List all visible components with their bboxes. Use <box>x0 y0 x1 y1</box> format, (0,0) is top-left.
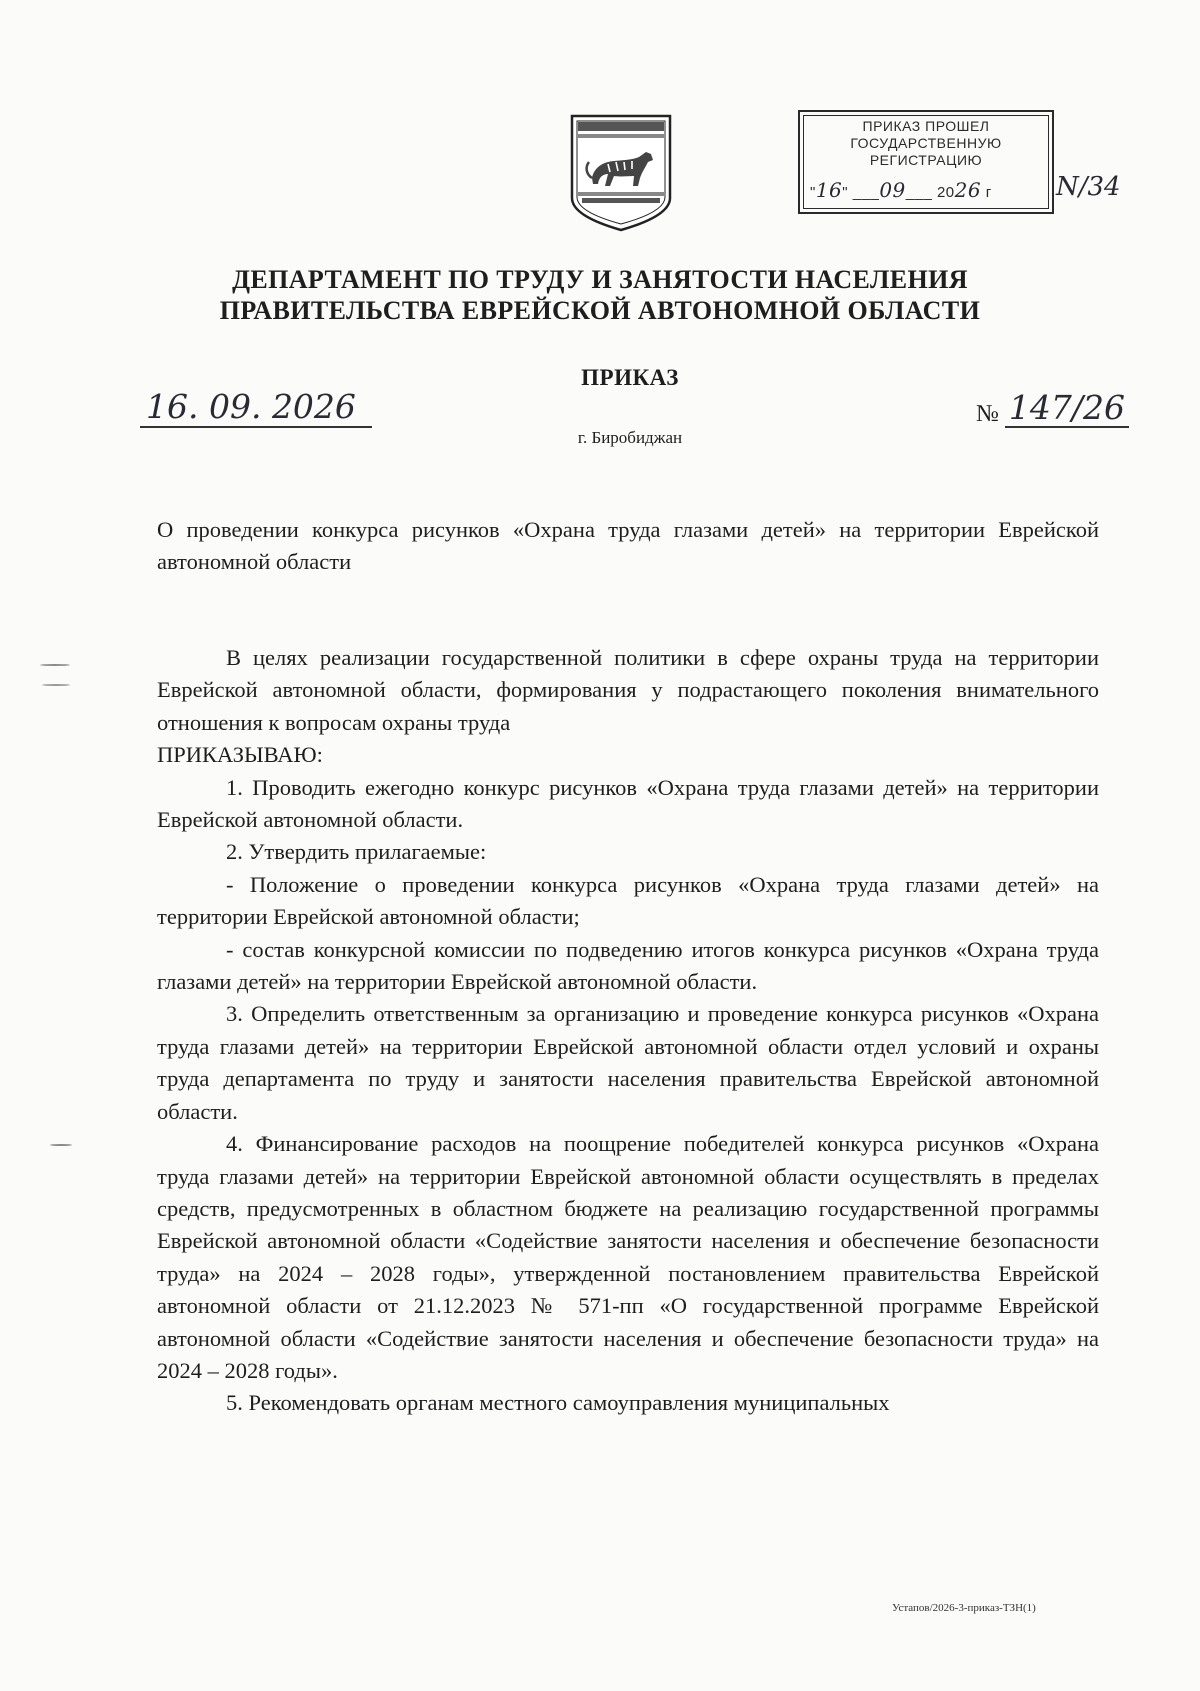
item-2-paragraph: 2. Утвердить прилагаемые: <box>226 839 487 865</box>
item-4-paragraph: 4. Финансирование расходов на поощрение победителей конкурса рисунков «Охрана труда глазами детей» на территории Еврейской автономной области осуществлять в пределах средств, предусмотренных в областном бюджете на реализацию государственной программы Еврейской автономной области «Содействие занятости населения и обеспечение безопасности труда» на 2024 – 2028 годы», утвержденной постановлением правительства Еврейской автономной области от 21.12.2023 № 571-пп «О государственной программе Еврейской автономной области «Содействие занятости населения и обеспечение безопасности труда» на 2024 – 2028 годы». <box>157 1131 1099 1383</box>
stamp-day: 16 <box>815 178 843 202</box>
department-heading <box>150 264 1050 326</box>
document-type-title: ПРИКАЗ <box>581 365 679 390</box>
stamp-year-unit: г <box>985 184 992 201</box>
margin-punch-mark <box>42 684 70 686</box>
stamp-year-suffix: 26 <box>954 178 982 202</box>
footer-document-code: Устапов/2026-3-приказ-ТЗН(1) <box>892 1602 1036 1614</box>
order-number-value: 147/26 <box>1005 390 1129 428</box>
order-subject: О проведении конкурса рисунков «Охрана труда глазами детей» на территории Еврейской автономной области <box>157 517 1099 574</box>
order-number-label: № <box>976 401 999 427</box>
margin-punch-mark <box>50 1144 72 1146</box>
stamp-month: 09 <box>879 178 906 202</box>
stamp-date: "16" ___09___ 2026 г <box>810 178 992 202</box>
item-3-paragraph: 3. Определить ответственным за организацию и проведение конкурса рисунков «Охрана труда глазами детей» на территории Еврейской автономной области отдел условий и охраны труда департамента по труду и занятости населения правительства Еврейской автономной области. <box>157 1001 1099 1124</box>
item-2-bullet-1: - Положение о проведении конкурса рисунков «Охрана труда глазами детей» на территории Еврейской автономной области; <box>157 871 1099 930</box>
coat-of-arms-emblem <box>568 112 674 234</box>
order-city: г. Биробиджан <box>577 428 683 447</box>
stamp-year-prefix: 20 <box>936 184 955 201</box>
order-body <box>157 642 1099 1420</box>
item-2-bullet-2: - состав конкурсной комиссии по подведению итогов конкурса рисунков «Охрана труда глазами детей» на территории Еврейской автономной области. <box>157 936 1099 995</box>
item-5-paragraph: 5. Рекомендовать органам местного самоуправления муниципальных <box>226 1390 890 1416</box>
department-line-1: ДЕПАРТАМЕНТ ПО ТРУДУ И ЗАНЯТОСТИ НАСЕЛЕНИЯ <box>232 265 968 294</box>
registration-stamp <box>798 110 1054 214</box>
stamp-registration-number: N/34 <box>1056 172 1121 202</box>
order-date: 16. 09. 2026 <box>140 388 372 428</box>
order-word: ПРИКАЗЫВАЮ: <box>157 742 323 768</box>
stamp-line-2: ГОСУДАРСТВЕННУЮ <box>850 135 1002 151</box>
stamp-line-1: ПРИКАЗ ПРОШЕЛ <box>862 118 990 134</box>
margin-punch-mark <box>40 664 70 666</box>
order-number <box>976 390 1129 428</box>
preamble-paragraph: В целях реализации государственной политики в сфере охраны труда на территории Еврейской автономной области, формирования у подрастающего поколения внимательного отношения к вопросам охраны труда <box>157 645 1099 735</box>
department-line-2: ПРАВИТЕЛЬСТВА ЕВРЕЙСКОЙ АВТОНОМНОЙ ОБЛАСТИ <box>219 296 981 325</box>
stamp-line-3: РЕГИСТРАЦИЮ <box>869 152 983 168</box>
item-1-paragraph: 1. Проводить ежегодно конкурс рисунков «Охрана труда глазами детей» на территории Еврейской автономной области. <box>157 774 1099 833</box>
